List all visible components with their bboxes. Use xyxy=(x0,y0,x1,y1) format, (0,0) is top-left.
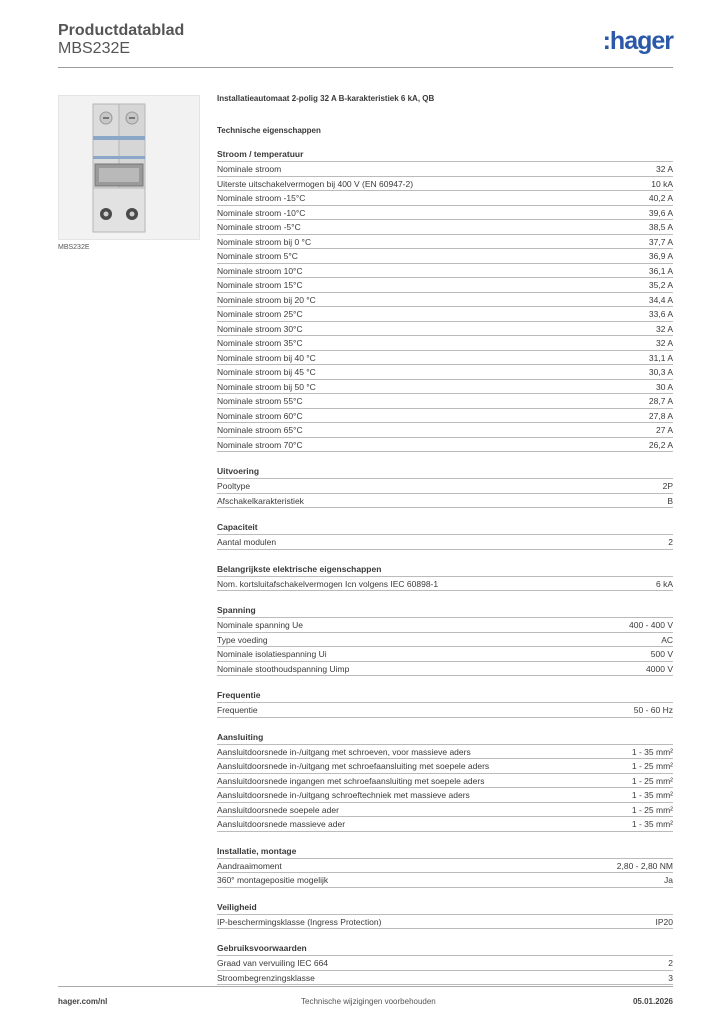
spec-row xyxy=(217,647,673,662)
spec-row xyxy=(217,494,673,509)
spec-row xyxy=(217,662,673,677)
spec-label: Nominale stroom xyxy=(217,164,282,174)
spec-section xyxy=(217,147,673,452)
spec-label: Nom. kortsluitafschakelvermogen Icn volgens IEC 60898-1 xyxy=(217,578,439,589)
spec-row xyxy=(217,220,673,235)
spec-section xyxy=(217,730,673,832)
page-header xyxy=(58,20,673,66)
spec-value: 39,6 A xyxy=(648,207,673,218)
spec-value: Ja xyxy=(664,875,673,885)
spec-row xyxy=(217,859,673,874)
spec-value: 1 - 25 mm² xyxy=(631,775,673,786)
spec-label: Nominale isolatiespanning Ui xyxy=(217,649,327,659)
spec-row xyxy=(217,774,673,789)
spec-value: 1 - 35 mm² xyxy=(631,790,673,800)
spec-value: 40,2 A xyxy=(648,193,673,203)
spec-row xyxy=(217,394,673,409)
spec-row xyxy=(217,293,673,308)
spec-label: Nominale stroom 25°C xyxy=(217,309,303,319)
spec-label: Pooltype xyxy=(217,481,251,491)
spec-label: Nominale stroom 15°C xyxy=(217,280,303,290)
spec-row xyxy=(217,409,673,424)
section-heading: Aansluiting xyxy=(217,730,673,745)
circuit-breaker-illustration xyxy=(59,96,199,239)
spec-row xyxy=(217,249,673,264)
spec-label: Aantal modulen xyxy=(217,537,277,547)
spec-value: AC xyxy=(661,634,673,645)
spec-value: 10 kA xyxy=(651,178,673,189)
spec-value: 2P xyxy=(662,481,673,491)
spec-section xyxy=(217,941,673,985)
product-description: Installatieautomaat 2-polig 32 A B-karakteristiek 6 kA, QB xyxy=(217,94,435,103)
spec-row xyxy=(217,788,673,803)
spec-row xyxy=(217,956,673,971)
spec-label: Nominale stroom bij 50 °C xyxy=(217,381,316,392)
spec-row xyxy=(217,307,673,322)
spec-value: 36,9 A xyxy=(648,251,673,261)
technical-properties-heading: Technische eigenschappen xyxy=(217,126,321,135)
spec-label: Nominale spanning Ue xyxy=(217,620,303,630)
spec-row xyxy=(217,264,673,279)
spec-label: Type voeding xyxy=(217,634,268,645)
spec-label: Nominale stroom 70°C xyxy=(217,439,303,450)
spec-label: Aandraaimoment xyxy=(217,860,282,871)
section-heading: Gebruiksvoorwaarden xyxy=(217,941,673,956)
spec-label: Nominale stroom 5°C xyxy=(217,251,298,261)
footer-website[interactable]: hager.com/nl xyxy=(58,997,108,1006)
spec-value: 2 xyxy=(668,537,673,547)
spec-sections xyxy=(217,147,673,985)
spec-label: Nominale stroom 60°C xyxy=(217,410,303,421)
page-title: Productdatablad xyxy=(58,22,185,39)
spec-value: 32 A xyxy=(655,338,673,348)
spec-row xyxy=(217,873,673,888)
spec-label: Graad van vervuiling IEC 664 xyxy=(217,958,329,968)
section-heading: Uitvoering xyxy=(217,464,673,479)
spec-label: Nominale stroom bij 40 °C xyxy=(217,352,316,363)
spec-row xyxy=(217,703,673,718)
spec-row xyxy=(217,971,673,986)
spec-value: 1 - 25 mm² xyxy=(631,761,673,771)
spec-row xyxy=(217,336,673,351)
spec-row xyxy=(217,365,673,380)
spec-value: 35,2 A xyxy=(648,280,673,290)
spec-content xyxy=(217,93,673,985)
spec-section xyxy=(217,562,673,592)
spec-row xyxy=(217,351,673,366)
spec-label: Nominale stroom 55°C xyxy=(217,396,303,406)
spec-value: 31,1 A xyxy=(648,352,673,363)
spec-label: Nominale stroom 30°C xyxy=(217,323,303,334)
spec-value: 37,7 A xyxy=(648,236,673,247)
spec-label: Aansluitdoorsnede massieve ader xyxy=(217,819,346,829)
spec-section xyxy=(217,603,673,676)
header-divider xyxy=(58,67,673,68)
spec-label: Nominale stroom -15°C xyxy=(217,193,306,203)
spec-row xyxy=(217,817,673,832)
spec-row xyxy=(217,206,673,221)
spec-row xyxy=(217,191,673,206)
spec-row xyxy=(217,479,673,494)
footer-notice: Technische wijzigingen voorbehouden xyxy=(301,997,436,1006)
spec-value: 6 kA xyxy=(655,578,673,589)
spec-label: Uiterste uitschakelvermogen bij 400 V (EN 60947-2) xyxy=(217,178,414,189)
spec-value: 32 A xyxy=(655,323,673,334)
spec-value: 1 - 35 mm² xyxy=(631,746,673,757)
spec-label: Nominale stroom -5°C xyxy=(217,222,301,232)
spec-row xyxy=(217,177,673,192)
spec-value: 1 - 35 mm² xyxy=(631,819,673,829)
spec-value: 33,6 A xyxy=(648,309,673,319)
spec-label: Frequentie xyxy=(217,705,258,715)
spec-value: IP20 xyxy=(655,916,673,927)
spec-label: Stroombegrenzingsklasse xyxy=(217,972,315,983)
spec-value: 3 xyxy=(668,972,673,983)
spec-row xyxy=(217,915,673,930)
section-heading: Capaciteit xyxy=(217,520,673,535)
spec-row xyxy=(217,423,673,438)
spec-row xyxy=(217,759,673,774)
section-heading: Spanning xyxy=(217,603,673,618)
spec-value: 50 - 60 Hz xyxy=(633,705,673,715)
spec-row xyxy=(217,235,673,250)
spec-row xyxy=(217,577,673,592)
spec-row xyxy=(217,438,673,453)
spec-label: Nominale stoothoudspanning Uimp xyxy=(217,663,350,674)
spec-value: 26,2 A xyxy=(648,439,673,450)
spec-row xyxy=(217,618,673,633)
spec-value: 30 A xyxy=(655,381,673,392)
spec-value: 30,3 A xyxy=(648,367,673,377)
spec-row xyxy=(217,803,673,818)
spec-label: Nominale stroom bij 0 °C xyxy=(217,236,312,247)
section-heading: Veiligheid xyxy=(217,900,673,915)
spec-value: 38,5 A xyxy=(648,222,673,232)
spec-row xyxy=(217,380,673,395)
spec-label: Aansluitdoorsnede in-/uitgang schroeftechniek met massieve aders xyxy=(217,790,470,800)
spec-value: 32 A xyxy=(655,164,673,174)
spec-label: Nominale stroom bij 45 °C xyxy=(217,367,316,377)
section-heading: Stroom / temperatuur xyxy=(217,147,673,162)
spec-label: Aansluitdoorsnede ingangen met schroefaansluiting met soepele aders xyxy=(217,775,485,786)
spec-value: 28,7 A xyxy=(648,396,673,406)
spec-label: Aansluitdoorsnede in-/uitgang met schroeven, voor massieve aders xyxy=(217,746,471,757)
spec-label: Nominale stroom 65°C xyxy=(217,425,303,435)
spec-row xyxy=(217,162,673,177)
spec-label: Aansluitdoorsnede soepele ader xyxy=(217,804,339,815)
spec-label: Nominale stroom bij 20 °C xyxy=(217,294,316,305)
footer-divider xyxy=(58,986,673,987)
spec-label: Nominale stroom 10°C xyxy=(217,265,303,276)
spec-value: 34,4 A xyxy=(648,294,673,305)
spec-row xyxy=(217,322,673,337)
spec-value: 500 V xyxy=(650,649,673,659)
spec-section xyxy=(217,844,673,888)
hager-logo: :hager xyxy=(602,27,673,55)
spec-label: Nominale stroom -10°C xyxy=(217,207,306,218)
spec-value: 27 A xyxy=(655,425,673,435)
spec-label: Afschakelkarakteristiek xyxy=(217,495,304,506)
spec-section xyxy=(217,464,673,508)
footer-date: 05.01.2026 xyxy=(632,997,673,1006)
spec-value: B xyxy=(667,495,673,506)
spec-value: 2,80 - 2,80 NM xyxy=(616,860,673,871)
spec-row xyxy=(217,535,673,550)
section-heading: Belangrijkste elektrische eigenschappen xyxy=(217,562,673,577)
section-heading: Installatie, montage xyxy=(217,844,673,859)
product-image-caption: MBS232E xyxy=(58,244,90,251)
spec-section xyxy=(217,900,673,930)
spec-row xyxy=(217,633,673,648)
spec-label: 360° montagepositie mogelijk xyxy=(217,875,329,885)
product-code: MBS232E xyxy=(58,40,131,57)
section-heading: Frequentie xyxy=(217,688,673,703)
spec-section xyxy=(217,688,673,718)
spec-section xyxy=(217,520,673,550)
spec-value: 2 xyxy=(668,958,673,968)
spec-label: Aansluitdoorsnede in-/uitgang met schroefaansluiting met soepele aders xyxy=(217,761,490,771)
spec-value: 4000 V xyxy=(646,663,673,674)
spec-value: 36,1 A xyxy=(648,265,673,276)
spec-label: IP-beschermingsklasse (Ingress Protection) xyxy=(217,916,382,927)
spec-label: Nominale stroom 35°C xyxy=(217,338,303,348)
spec-value: 1 - 25 mm² xyxy=(631,804,673,815)
spec-value: 400 - 400 V xyxy=(629,620,673,630)
spec-row xyxy=(217,278,673,293)
page-footer xyxy=(58,997,673,1009)
product-image xyxy=(58,95,200,240)
spec-value: 27,8 A xyxy=(648,410,673,421)
spec-row xyxy=(217,745,673,760)
